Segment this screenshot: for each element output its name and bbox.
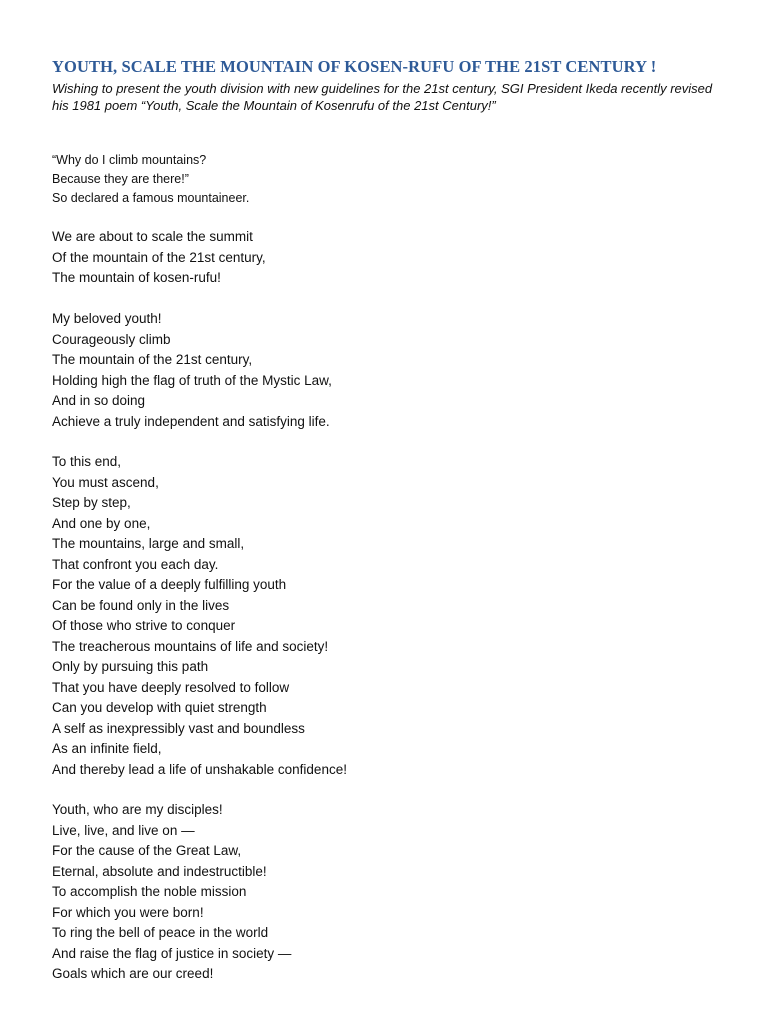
poem-line: To accomplish the noble mission [52,884,247,899]
intro-line: his 1981 poem “Youth, Scale the Mountain of Kosenrufu of the 21st Century!” [52,98,496,113]
epigraph-line: So declared a famous mountaineer. [52,191,250,205]
poem-line: Goals which are our creed! [52,966,214,981]
intro-line: Wishing to present the youth division with new guidelines for the 21st century, SGI President Ikeda recently revised [52,81,713,96]
poem-line: We are about to scale the summit [52,229,253,244]
poem-line: Can be found only in the lives [52,597,230,613]
epigraph-line: “Why do I climb mountains? [52,153,207,167]
poem-line: Step by step, [52,495,131,510]
poem-line: And thereby lead a life of unshakable confidence! [52,761,347,777]
poem-stanza-1 [52,227,266,289]
poem-line: Eternal, absolute and indestructible! [52,863,267,879]
poem-line: As an infinite field, [52,741,162,756]
poem-line: My beloved youth! [52,311,162,326]
poem-line: Courageously climb [52,331,171,347]
poem-line: For which you were born! [52,904,204,920]
poem-line: Achieve a truly independent and satisfying life. [52,413,330,429]
poem-line: And in so doing [52,393,146,408]
poem-line: Youth, who are my disciples! [52,802,223,817]
poem-line: That confront you each day. [52,556,219,572]
poem-line: For the cause of the Great Law, [52,843,242,858]
document-title: YOUTH, SCALE THE MOUNTAIN OF KOSEN-RUFU OF THE 21ST CENTURY ! [52,57,657,76]
poem-line: The mountain of the 21st century, [52,352,253,367]
poem-line: Live, live, and live on — [52,822,195,838]
poem-line: The mountain of kosen-rufu! [52,270,221,285]
poem-line: That you have deeply resolved to follow [52,679,290,695]
poem-line: For the value of a deeply fulfilling youth [52,577,287,592]
poem-line: Of the mountain of the 21st century, [52,249,266,265]
poem-line: Only by pursuing this path [52,659,209,674]
poem-line: A self as inexpressibly vast and boundless [52,720,305,736]
poem-line: Of those who strive to conquer [52,618,236,633]
poem-line: To ring the bell of peace in the world [52,925,269,940]
poem-line: Can you develop with quiet strength [52,700,267,715]
intro-paragraph [52,80,732,114]
poem-line: The treacherous mountains of life and society! [52,638,329,654]
poem-line: To this end, [52,454,122,469]
poem-line: Holding high the flag of truth of the Mystic Law, [52,372,332,388]
epigraph-line: Because they are there!” [52,172,189,186]
poem-line: And one by one, [52,515,151,531]
poem-stanza-2 [52,309,332,432]
epigraph [52,151,249,208]
poem-line: And raise the flag of justice in society — [52,945,292,961]
poem-line: The mountains, large and small, [52,536,245,551]
poem-stanza-3 [52,452,347,780]
poem-line: You must ascend, [52,474,159,490]
poem-stanza-4 [52,800,291,985]
